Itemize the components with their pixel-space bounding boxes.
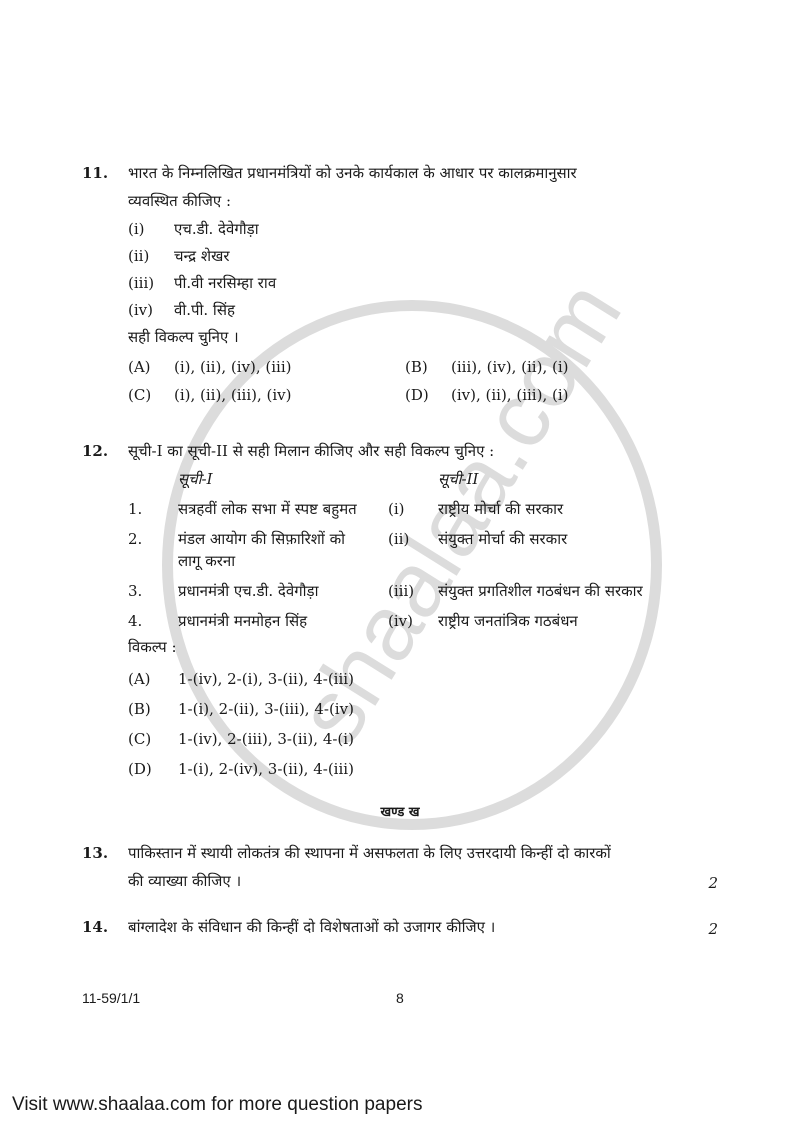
item-text: वी.पी. सिंह — [174, 301, 235, 319]
list1-heading: सूची-I — [178, 470, 213, 488]
row-left: मंडल आयोग की सिफ़ारिशों को — [178, 530, 345, 548]
row-roman: (iv) — [388, 612, 413, 630]
option-text: (i), (ii), (iii), (iv) — [174, 386, 292, 404]
question-number: 11. — [82, 164, 109, 182]
item-text: एच.डी. देवेगौड़ा — [174, 220, 259, 238]
row-right: संयुक्त प्रगतिशील गठबंधन की सरकार — [438, 582, 643, 600]
section-heading: खण्ड ख — [380, 805, 420, 820]
question-content — [82, 162, 718, 944]
item-label: (iii) — [128, 274, 155, 292]
row-right: संयुक्त मोर्चा की सरकार — [438, 530, 568, 548]
list2-heading: सूची-II — [438, 470, 479, 488]
question-number: 13. — [82, 844, 109, 862]
question-text: की व्याख्या कीजिए । — [128, 872, 242, 890]
match-table — [128, 468, 682, 632]
option-label: (C) — [128, 386, 152, 404]
list-item — [128, 218, 682, 240]
row-left: प्रधानमंत्री एच.डी. देवेगौड़ा — [178, 582, 319, 600]
row-left-cont: लागू करना — [178, 552, 236, 570]
row-right: राष्ट्रीय मोर्चा की सरकार — [438, 500, 564, 518]
item-label: (i) — [128, 220, 145, 238]
question-12 — [82, 440, 718, 788]
option-text: 1-(i), 2-(ii), 3-(iii), 4-(iv) — [178, 700, 354, 718]
list-item — [128, 272, 682, 294]
item-label: (iv) — [128, 301, 153, 319]
question-text: पाकिस्तान में स्थायी लोकतंत्र की स्थापना में असफलता के लिए उत्तरदायी किन्हीं दो कारकों — [128, 844, 611, 862]
marks: 2 — [708, 920, 718, 938]
paper-code: 11-59/1/1 — [82, 990, 141, 1006]
option — [128, 668, 682, 690]
item-text: चन्द्र शेखर — [174, 247, 230, 265]
question-text: व्यवस्थित कीजिए : — [128, 192, 232, 210]
option — [128, 698, 682, 720]
item-text: पी.वी नरसिम्हा राव — [174, 274, 277, 292]
options-label: विकल्प : — [128, 638, 177, 656]
option-text: (iv), (ii), (iii), (i) — [451, 386, 569, 404]
option-label: (B) — [405, 358, 428, 376]
visit-link-text[interactable]: Visit www.shaalaa.com for more question papers — [12, 1094, 423, 1115]
row-number: 4. — [128, 612, 143, 630]
question-text: भारत के निम्नलिखित प्रधानमंत्रियों को उनके कार्यकाल के आधार पर कालक्रमानुसार — [128, 164, 577, 182]
option-label: (A) — [128, 670, 151, 688]
option — [128, 758, 682, 780]
row-number: 3. — [128, 582, 143, 600]
option — [128, 728, 682, 750]
question-14 — [82, 916, 718, 944]
row-roman: (iii) — [388, 582, 415, 600]
option-text: 1-(iv), 2-(iii), 3-(ii), 4-(i) — [178, 730, 354, 748]
list-item — [128, 245, 682, 267]
option-label: (D) — [405, 386, 429, 404]
row-left-cell — [178, 528, 388, 572]
option-label: (C) — [128, 730, 152, 748]
item-label: (ii) — [128, 247, 150, 265]
row-right: राष्ट्रीय जनतांत्रिक गठबंधन — [438, 612, 578, 630]
option-text: 1-(i), 2-(iv), 3-(ii), 4-(iii) — [178, 760, 354, 778]
options — [128, 356, 682, 406]
question-number: 12. — [82, 442, 109, 460]
option-text: 1-(iv), 2-(i), 3-(ii), 4-(iii) — [178, 670, 354, 688]
question-13 — [82, 842, 718, 898]
row-left: सत्रहवीं लोक सभा में स्पष्ट बहुमत — [178, 500, 357, 518]
list-item — [128, 299, 682, 321]
question-text: बांग्लादेश के संविधान की किन्हीं दो विशेषताओं को उजागर कीजिए । — [128, 918, 496, 936]
row-roman: (i) — [388, 500, 405, 518]
option-text: (iii), (iv), (ii), (i) — [451, 358, 569, 376]
question-text: सूची-I का सूची-II से सही मिलान कीजिए और सही विकल्प चुनिए : — [128, 442, 495, 460]
option-label: (A) — [128, 358, 151, 376]
option-label: (D) — [128, 760, 152, 778]
instruction: सही विकल्प चुनिए । — [128, 328, 239, 346]
option-text: (i), (ii), (iv), (iii) — [174, 358, 292, 376]
question-number: 14. — [82, 918, 109, 936]
row-left: प्रधानमंत्री मनमोहन सिंह — [178, 612, 308, 630]
row-number: 1. — [128, 500, 143, 518]
page-number: 8 — [396, 990, 404, 1006]
option-label: (B) — [128, 700, 151, 718]
row-roman: (ii) — [388, 530, 410, 548]
row-number: 2. — [128, 530, 143, 548]
question-11 — [82, 162, 718, 406]
marks: 2 — [708, 874, 718, 892]
